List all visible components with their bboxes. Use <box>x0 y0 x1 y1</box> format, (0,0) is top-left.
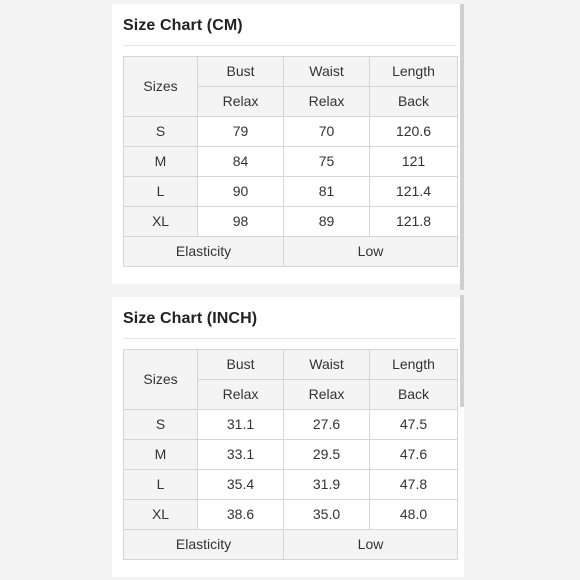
table-header-row <box>124 57 458 87</box>
scrollbar[interactable] <box>460 4 464 290</box>
bust-cell: 90 <box>198 177 284 207</box>
bust-cell: 98 <box>198 207 284 237</box>
header-length: Length <box>370 57 458 87</box>
subheader-bust: Relax <box>198 380 284 410</box>
size-cell: M <box>124 440 198 470</box>
bust-cell: 31.1 <box>198 410 284 440</box>
length-cell: 48.0 <box>370 500 458 530</box>
size-cell: XL <box>124 500 198 530</box>
header-sizes: Sizes <box>124 57 198 117</box>
size-cell: M <box>124 147 198 177</box>
header-sizes: Sizes <box>124 350 198 410</box>
table-row <box>124 207 458 237</box>
waist-cell: 29.5 <box>284 440 370 470</box>
chart-title: Size Chart (INCH) <box>123 310 258 327</box>
subheader-bust: Relax <box>198 87 284 117</box>
subheader-length: Back <box>370 380 458 410</box>
length-cell: 121.8 <box>370 207 458 237</box>
waist-cell: 31.9 <box>284 470 370 500</box>
subheader-waist: Relax <box>284 87 370 117</box>
table-header-row <box>124 350 458 380</box>
header-waist: Waist <box>284 350 370 380</box>
table-row <box>124 117 458 147</box>
header-length: Length <box>370 350 458 380</box>
length-cell: 121.4 <box>370 177 458 207</box>
bust-cell: 35.4 <box>198 470 284 500</box>
subheader-waist: Relax <box>284 380 370 410</box>
length-cell: 121 <box>370 147 458 177</box>
length-cell: 47.8 <box>370 470 458 500</box>
waist-cell: 81 <box>284 177 370 207</box>
waist-cell: 89 <box>284 207 370 237</box>
bust-cell: 33.1 <box>198 440 284 470</box>
bust-cell: 79 <box>198 117 284 147</box>
length-cell: 120.6 <box>370 117 458 147</box>
header-bust: Bust <box>198 57 284 87</box>
header-waist: Waist <box>284 57 370 87</box>
elasticity-value: Low <box>284 530 458 560</box>
subheader-length: Back <box>370 87 458 117</box>
table-row <box>124 410 458 440</box>
size-cell: L <box>124 177 198 207</box>
table-row <box>124 500 458 530</box>
size-chart-inch-card <box>112 297 464 577</box>
size-chart-cm-card <box>112 4 464 284</box>
length-cell: 47.6 <box>370 440 458 470</box>
scrollbar[interactable] <box>460 295 464 407</box>
waist-cell: 70 <box>284 117 370 147</box>
waist-cell: 35.0 <box>284 500 370 530</box>
elasticity-label: Elasticity <box>124 530 284 560</box>
size-table-cm <box>123 56 458 267</box>
table-row <box>124 177 458 207</box>
size-cell: XL <box>124 207 198 237</box>
table-row <box>124 440 458 470</box>
waist-cell: 75 <box>284 147 370 177</box>
elasticity-row <box>124 530 458 560</box>
table-row <box>124 470 458 500</box>
title-divider <box>123 45 456 46</box>
bust-cell: 38.6 <box>198 500 284 530</box>
size-cell: S <box>124 117 198 147</box>
size-cell: S <box>124 410 198 440</box>
chart-title: Size Chart (CM) <box>123 17 243 34</box>
size-table-inch <box>123 349 458 560</box>
size-cell: L <box>124 470 198 500</box>
elasticity-value: Low <box>284 237 458 267</box>
bust-cell: 84 <box>198 147 284 177</box>
elasticity-label: Elasticity <box>124 237 284 267</box>
elasticity-row <box>124 237 458 267</box>
header-bust: Bust <box>198 350 284 380</box>
table-row <box>124 147 458 177</box>
waist-cell: 27.6 <box>284 410 370 440</box>
title-divider <box>123 338 456 339</box>
length-cell: 47.5 <box>370 410 458 440</box>
